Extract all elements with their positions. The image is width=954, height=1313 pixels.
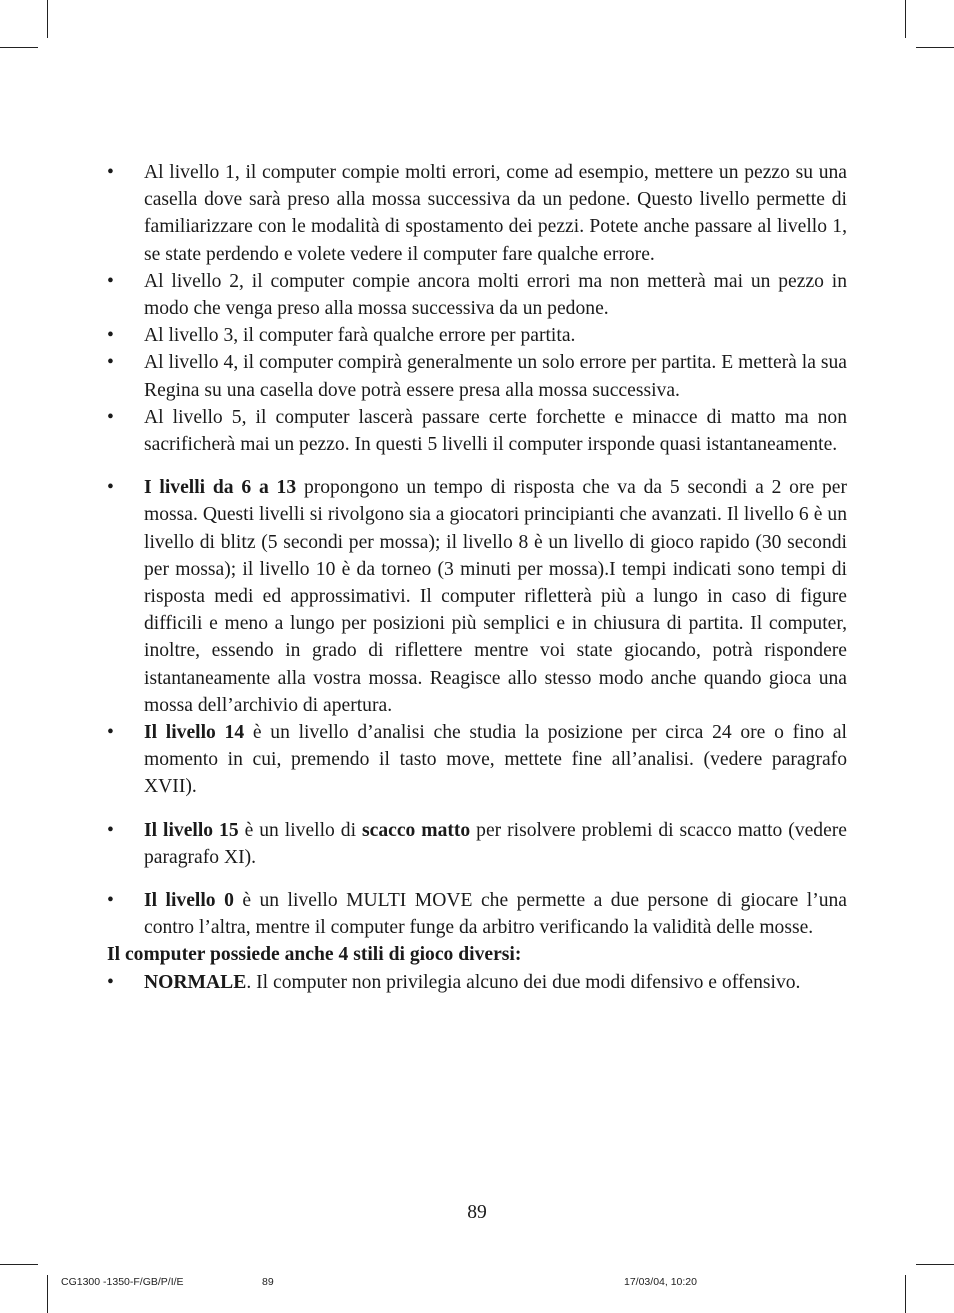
crop-mark [47,1275,48,1313]
list-item: • Al livello 1, il computer compie molti errori, come ad esempio, mettere un pezzo su una casella dove sarà preso alla mossa successiva da un pedone. Questo livello permette di familiarizzare con le modalità di spostamento dei pezzi. Potete anche passare al livello 1, se state perdendo e volete vedere il computer fare qualche errore. [107,159,847,268]
list-item: • Al livello 2, il computer compie ancora molti errori ma non metterà mai un pezzo in modo che venga preso alla mossa successiva da un pedone. [107,268,847,322]
crop-mark [905,1275,906,1313]
list-item: • Il livello 14 è un livello d’analisi che studia la posizione per circa 24 ore o fino al momento in cui, premendo il tasto move, mettete fine all’analisi. (vedere paragrafo XVII). [107,719,847,801]
bullet-icon: • [107,477,114,499]
bold-lead: Il livello 15 [144,819,239,841]
bullet-icon: • [107,971,114,993]
list-item: • Il livello 15 è un livello di scacco matto per risolvere problemi di scacco matto (vedere paragrafo XI). [107,817,847,871]
bullet-icon: • [107,270,114,292]
crop-mark [905,0,906,38]
list-item: • Al livello 5, il computer lascerà passare certe forchette e minacce di matto ma non sacrificherà mai un pezzo. In questi 5 livelli il computer irsponde quasi istantaneamente. [107,404,847,458]
bullet-icon: • [107,406,114,428]
style-list [107,969,847,996]
footer-code: CG1300 -1350-F/GB/P/I/E [61,1276,184,1288]
crop-mark [47,0,48,38]
bold-lead: NORMALE [144,971,247,993]
bold-term: scacco matto [362,819,471,841]
list-item: • Al livello 4, il computer compirà generalmente un solo errore per partita. E metterà la sua Regina su una casella dove potrà essere presa alla mossa successiva. [107,349,847,403]
bullet-icon: • [107,819,114,841]
bold-lead: I livelli da 6 a 13 [144,477,297,499]
list-item: • Il livello 0 è un livello MULTI MOVE che permette a due persone di giocare l’una contro l’altra, mentre il computer funge da arbitro verificando la validità delle mosse. [107,887,847,941]
list-item: • I livelli da 6 a 13 propongono un tempo di risposta che va da 5 secondi a 2 ore per mossa. Questi livelli si rivolgono sia a giocatori principianti che avanzati. Il livello 6 è un livello di blitz (5 secondi per mossa); il livello 8 è un livello di gioco rapido (30 secondi per mossa); il livello 10 è da torneo (3 minuti per mossa).I tempi indicati sono tempi di risposta medi ed approssimativi. Il computer rifletterà più a lungo in caso di figure difficili e meno a lungo per posizioni più semplici e in chiusura di partita. Il computer, inoltre, essendo in grado di riflettere mentre voi state giocando, potrà rispondere istantaneamente alla vostra mossa. Reagisce allo stesso modo anche quando gioca una mossa dell’archivio di apertura. [107,474,847,719]
bold-lead: Il livello 0 [144,890,234,912]
crop-mark [0,47,38,48]
footer-page: 89 [262,1276,274,1288]
crop-mark [916,1264,954,1265]
section-heading: Il computer possiede anche 4 stili di gioco diversi: [107,944,522,966]
bullet-icon: • [107,162,114,183]
crop-mark [0,1264,38,1265]
bullet-icon: • [107,890,114,912]
crop-mark [916,47,954,48]
footer-date: 17/03/04, 10:20 [624,1276,697,1288]
bullet-icon: • [107,352,114,374]
bold-lead: Il livello 14 [144,722,245,744]
list-item: • Al livello 3, il computer farà qualche errore per partita. [107,322,847,349]
bullet-icon: • [107,722,114,744]
page-body [107,159,847,996]
level-list [107,159,847,941]
page-number: 89 [467,1202,487,1223]
list-item: • NORMALE. Il computer non privilegia alcuno dei due modi difensivo e offensivo. [107,969,847,996]
bullet-icon: • [107,325,114,347]
